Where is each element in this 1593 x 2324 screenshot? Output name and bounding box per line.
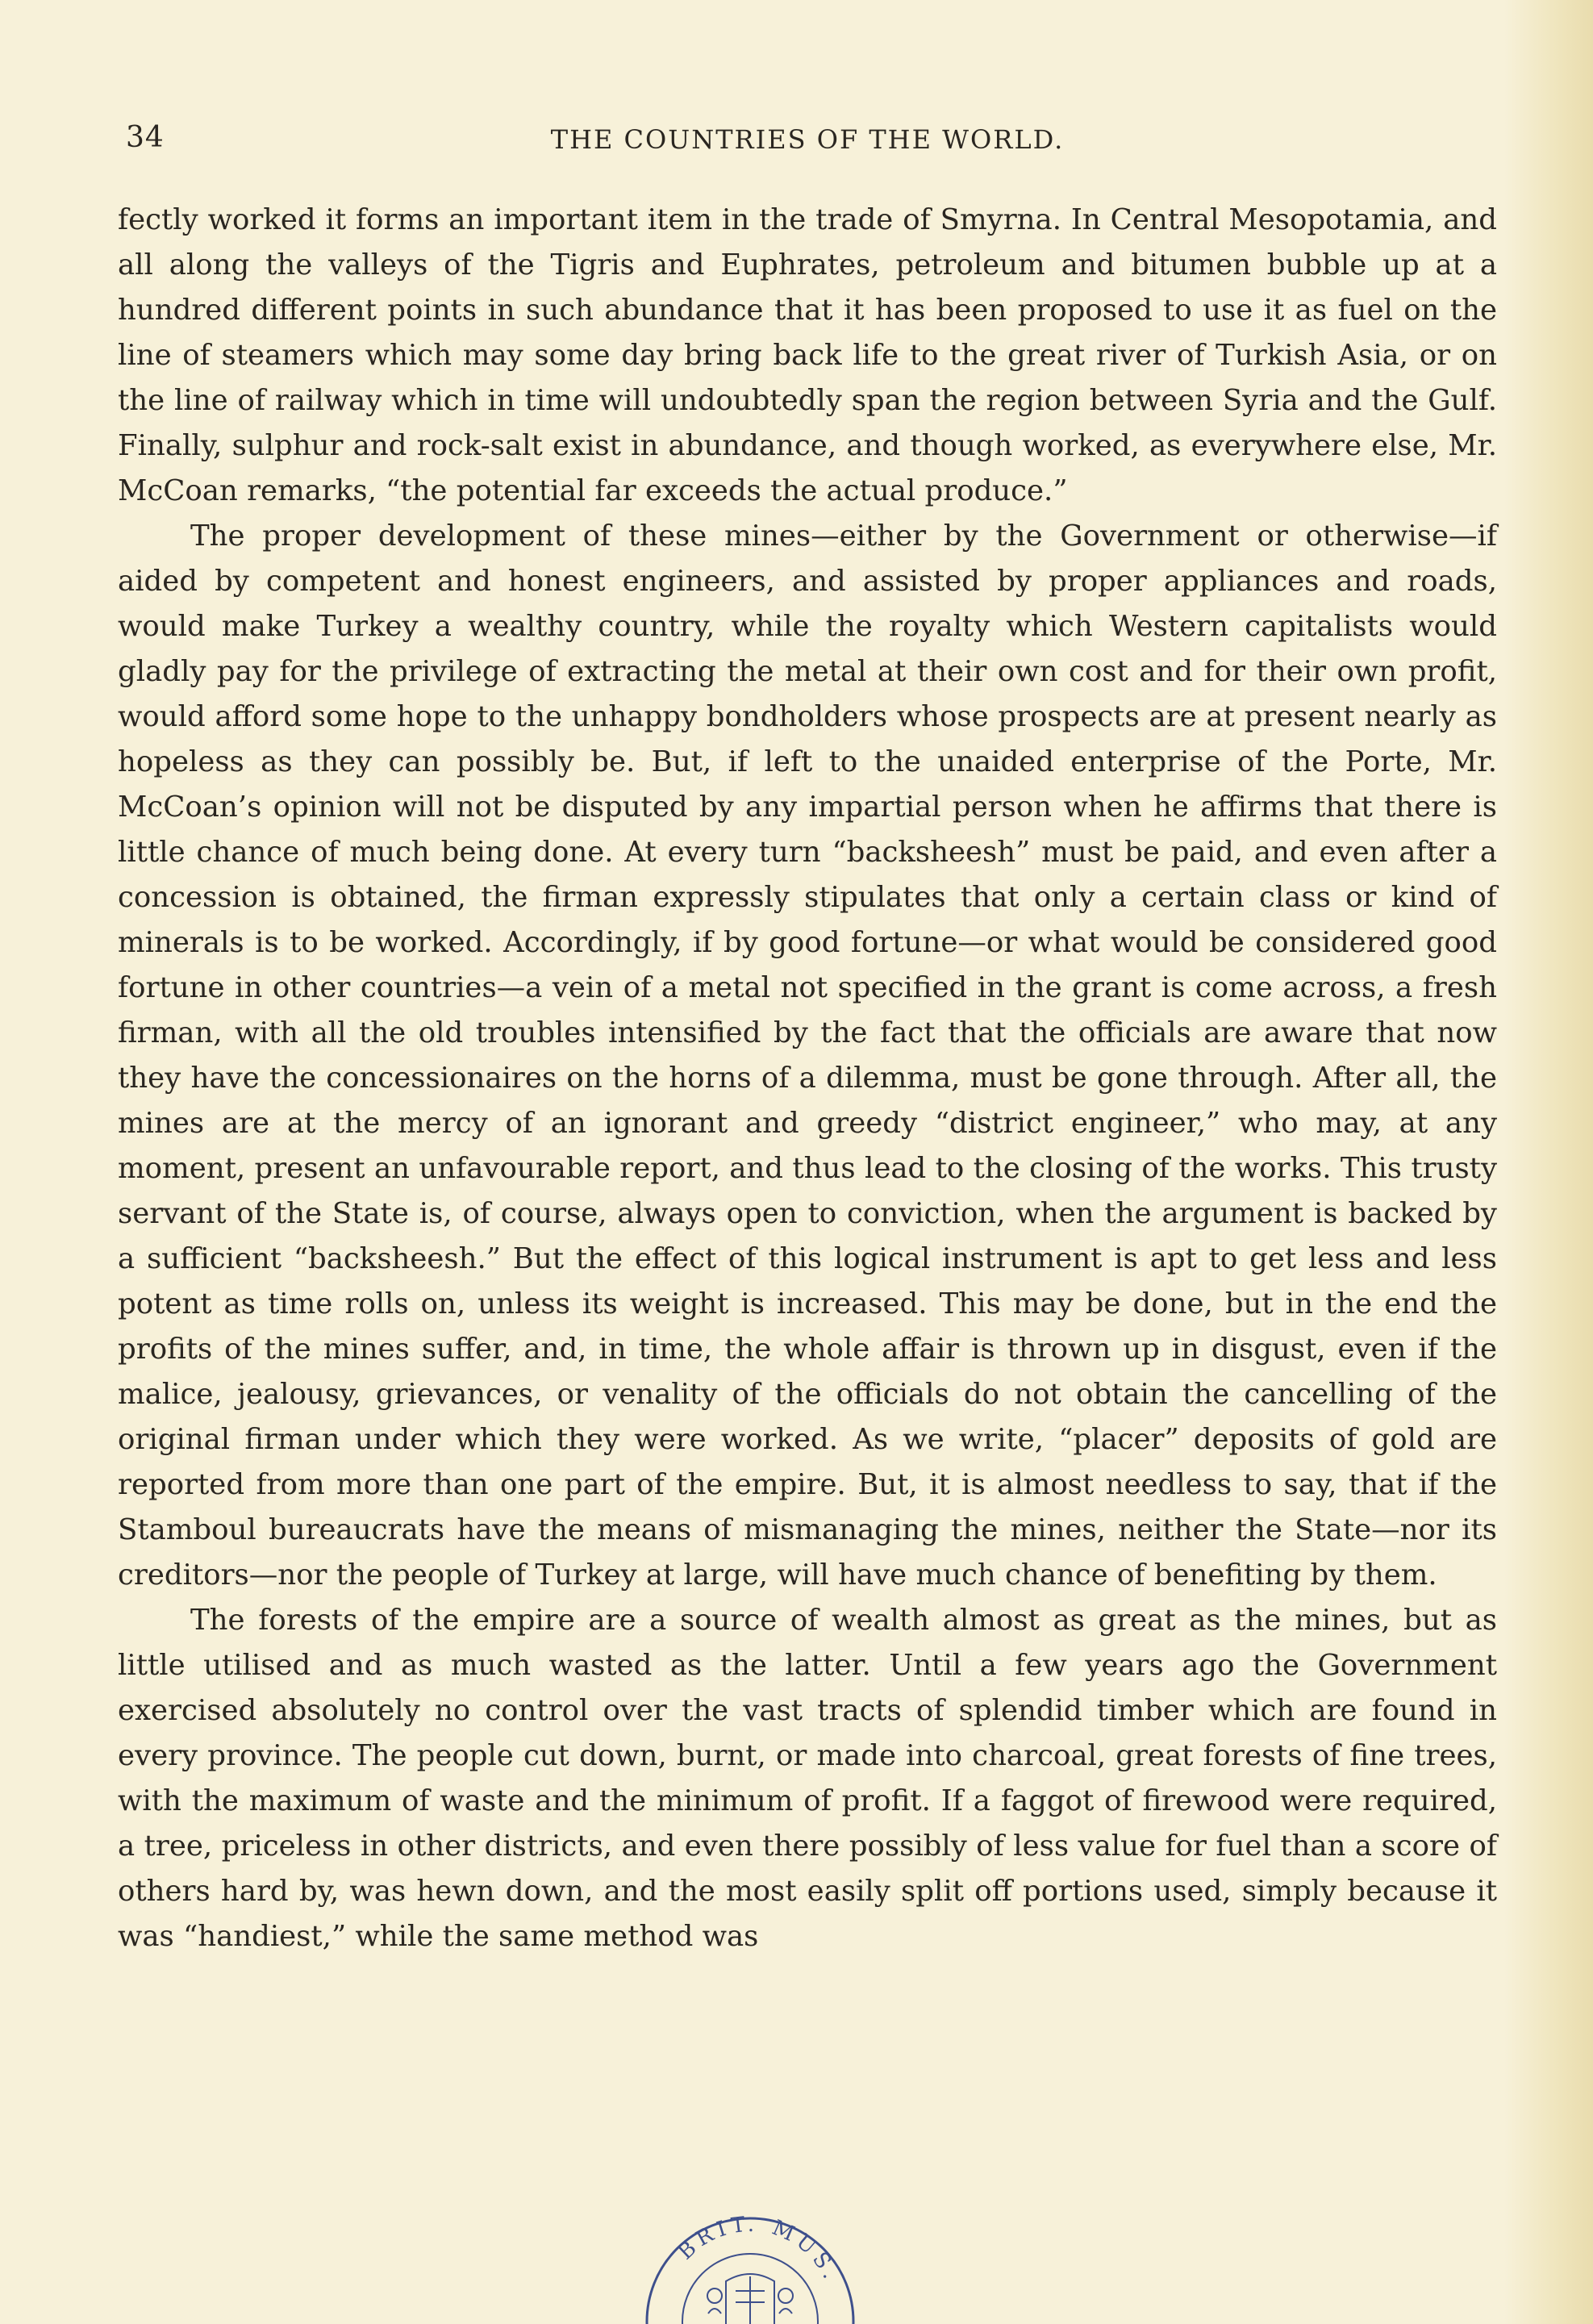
stamp-label: BRIT. MUS.: [673, 2212, 844, 2287]
page-edge: [1504, 0, 1593, 2324]
paragraph-forests: The forests of the empire are a source of wealth almost as great as the mines, but as little utilised and as much wasted as the latter. Until a few years ago the Government exercised absolutely no control over the vast tracts of splendid timber which are found in every province. The people cut down, burnt, or made into charcoal, great forests of fine trees, with the maximum of waste and the minimum of profit. If a faggot of firewood were required, a tree, priceless in other districts, and even there possibly of less value for fuel than a score of others hard by, was hewn down, and the most easily split off portions used, simply because it was “handiest,” while the same method was: [118, 1604, 1497, 1953]
crest-icon: [707, 2274, 793, 2324]
page-number: 34: [126, 121, 165, 154]
paragraph-mines-continued: fectly worked it forms an important item in the trade of Smyrna. In Central Mesopotamia, and all along the valleys of the Tigris and Euphrates, petroleum and bitumen bubble up at a hundred different points in such abundance that it has been proposed to use it as fuel on the line of steamers which may some day bring back life to the great river of Turkish Asia, or on the line of railway which in time will undoubtedly span the region between Syria and the Gulf. Finally, sulphur and rock-salt exist in abundance, and though worked, as everywhere else, Mr. McCoan remarks, “the potential far exceeds the actual produce.”: [118, 203, 1497, 507]
running-header: [118, 121, 1497, 169]
paragraph-mine-development: The proper development of these mines—either by the Government or otherwise—if aided by competent and honest engineers, and assisted by proper appliances and roads, would make Turkey a wealthy country, while the royalty which Western capitalists would gladly pay for the privilege of extracting the metal at their own cost and for their own profit, would afford some hope to the unhappy bondholders whose prospects are at present nearly as hopeless as they can possibly be. But, if left to the unaided enterprise of the Porte, Mr. McCoan’s opinion will not be disputed by any impartial person when he affirms that there is little chance of much being done. At every turn “backsheesh” must be paid, and even after a concession is obtained, the firman expressly stipulates that only a certain class or kind of minerals is to be worked. Accordingly, if by good fortune—or what would be considered good fortune in other countries—a vein of a metal not specified in the grant is come across, a fresh firman, with all the old troubles intensified by the fact that the officials are aware that now they have the concessionaires on the horns of a dilemma, must be gone through. After all, the mines are at the mercy of an ignorant and greedy “district engineer,” who may, at any moment, present an unfavourable report, and thus lead to the closing of the works. This trusty servant of the State is, of course, always open to conviction, when the argument is backed by a sufficient “backsheesh.” But the effect of this logical instrument is apt to get less and less potent as time rolls on, unless its weight is increased. This may be done, but in the end the profits of the mines suffer, and, in time, the whole affair is thrown up in disgust, even if the malice, jealousy, grievances, or venality of the officials do not obtain the cancelling of the original firman under which they were worked. As we write, “placer” deposits of gold are reported from more than one part of the empire. But, it is almost needless to say, that if the Stamboul bureaucrats have the means of mismanaging the mines, neither the State—nor its creditors—nor the people of Turkey at large, will have much chance of benefiting by them.: [118, 519, 1497, 1592]
library-stamp: [629, 2193, 871, 2324]
body-text: [118, 198, 1497, 1959]
running-title: THE COUNTRIES OF THE WORLD.: [550, 124, 1065, 155]
